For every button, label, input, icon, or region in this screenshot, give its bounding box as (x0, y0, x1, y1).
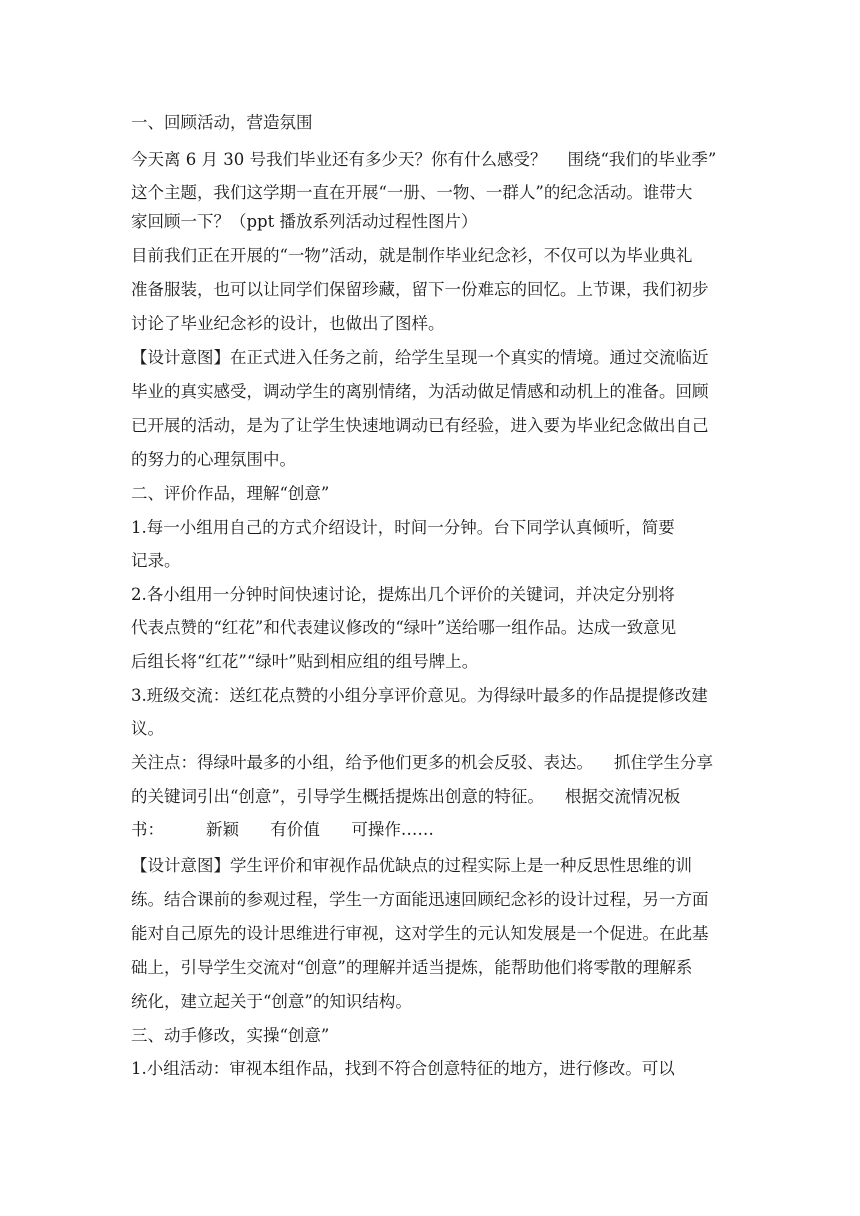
design-intent-line: 【设计意图】在正式进入任务之前，给学生呈现一个真实的情境。通过交流临近 (131, 348, 709, 367)
paragraph-line: 关注点：得绿叶最多的小组，给予他们更多的机会反驳、表达。 抓住学生分享 (131, 753, 713, 772)
paragraph-line: 的努力的心理氛围中。 (131, 450, 296, 469)
paragraph-line: 这个主题，我们这学期一直在开展“一册、一物、一群人”的纪念活动。谁带大 (131, 183, 693, 202)
paragraph-line: 能对自己原先的设计思维进行审视，这对学生的元认知发展是一个促进。在此基 (131, 924, 709, 943)
paragraph-line: 1.每一小组用自己的方式介绍设计，时间一分钟。台下同学认真倾听，简要 (131, 518, 675, 537)
paragraph-line: 后组长将“红花”“绿叶”贴到相应组的组号牌上。 (131, 652, 479, 671)
paragraph-line: 1.小组活动：审视本组作品，找到不符合创意特征的地方，进行修改。可以 (131, 1059, 675, 1078)
paragraph-line: 练。结合课前的参观过程，学生一方面能迅速回顾纪念衫的设计过程，另一方面 (131, 890, 709, 909)
paragraph-line: 毕业的真实感受，调动学生的离别情绪，为活动做足情感和动机上的准备。回顾 (131, 382, 709, 401)
paragraph-line: 今天离 6 月 30 号我们毕业还有多少天？你有什么感受？ 围绕“我们的毕业季” (131, 150, 717, 169)
heading-section-2: 二、评价作品，理解“创意” (131, 484, 330, 503)
heading-section-3: 三、动手修改，实操“创意” (131, 1026, 330, 1045)
paragraph-line: 2.各小组用一分钟时间快速讨论，提炼出几个评价的关键词，并决定分别将 (131, 585, 675, 604)
paragraph-line: 已开展的活动，是为了让学生快速地调动已有经验，进入要为毕业纪念做出自己 (131, 416, 709, 435)
paragraph-line: 代表点赞的“红花”和代表建议修改的“绿叶”送给哪一组作品。达成一致意见 (131, 618, 677, 637)
paragraph-line: 础上，引导学生交流对“创意”的理解并适当提炼，能帮助他们将零散的理解系 (131, 958, 693, 977)
paragraph-line: 议。 (131, 719, 164, 738)
paragraph-line: 家回顾一下？（ppt 播放系列活动过程性图片） (131, 212, 478, 231)
paragraph-line: 统化，建立起关于“创意”的知识结构。 (131, 992, 412, 1011)
paragraph-line: 准备服装，也可以让同学们保留珍藏，留下一份难忘的回忆。上节课，我们初步 (131, 280, 709, 299)
paragraph-line: 记录。 (131, 551, 181, 570)
paragraph-line: 的关键词引出“创意”，引导学生概括提炼出创意的特征。 根据交流情况板 (131, 787, 681, 806)
paragraph-line: 目前我们正在开展的“一物”活动，就是制作毕业纪念衫，不仅可以为毕业典礼 (131, 246, 693, 265)
heading-section-1: 一、回顾活动，营造氛围 (131, 113, 313, 132)
paragraph-line: 讨论了毕业纪念衫的设计，也做出了图样。 (131, 314, 445, 333)
paragraph-line: 3.班级交流：送红花点赞的小组分享评价意见。为得绿叶最多的作品提提修改建 (131, 686, 708, 705)
design-intent-line: 【设计意图】学生评价和审视作品优缺点的过程实际上是一种反思性思维的训 (131, 856, 692, 875)
paragraph-line: 书： 新颖 有价值 可操作…… (131, 820, 434, 839)
